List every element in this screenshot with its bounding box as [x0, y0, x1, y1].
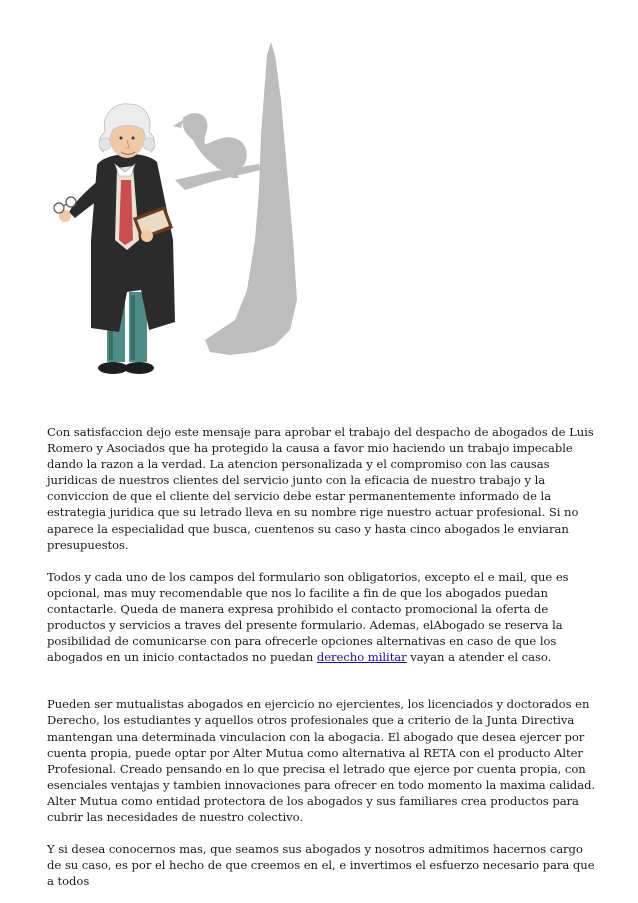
paragraph-2 [47, 569, 599, 666]
derecho-militar-link[interactable]: derecho militar [316, 650, 407, 665]
lawyer-with-vulture-shadow-icon [35, 40, 315, 395]
paragraph-4: Y si desea conocernos mas, que seamos sus abogados y nosotros admitimos hacernos cargo de su caso, es por el hecho de que creemos en el, e invertimos el esfuerzo necesario para que a todos [47, 842, 595, 889]
paragraph-1: Con satisfaccion dejo este mensaje para aprobar el trabajo del despacho de abogados de Luis Romero y Asociados que ha protegido la causa a favor mio haciendo un trabajo impecable dando la razon a la verdad. La atencion personalizada y el compromiso con las causas juridicas de nuestros clientes del servicio junto con la eficacia de nuestro trabajo y la conviccion de que el cliente del servicio debe estar permanentemente informado de la estrategia juridica que su letrado lleva en su nombre rige nuestro actuar profesional. Si no aparece la especialidad que busca, cuentenos su caso y hasta cinco abogados le enviaran presupuestos. [47, 425, 594, 552]
paragraph-3: Pueden ser mutualistas abogados en ejercicio no ejercientes, los licenciados y doctorados en Derecho, los estudiantes y aquellos otros profesionales que a criterio de la Junta Directiva mantengan una determinada vinculacion con la abogacia. El abogado que desea ejercer por cuenta propia, puede optar por Alter Mutua como alternativa al RETA con el producto Alter Profesional. Creado pensando en lo que precisa el letrado que ejerce por cuenta propia, con esenciales ventajas y tambien innovaciones para ofrecer en todo momento la maxima calidad. Alter Mutua como entidad protectora de los abogados y sus familiares crea productos para cubrir las necesidades de nuestro colectivo. [47, 697, 596, 824]
article-body [47, 424, 599, 889]
lawyer-figure [54, 104, 175, 374]
paragraph-2-tail: vayan a atender el caso. [406, 650, 552, 665]
vulture-shadow [173, 42, 297, 355]
paragraph-2-text: Todos y cada uno de los campos del formulario son obligatorios, excepto el e mail, que es opcional, mas muy recomendable que nos lo facilite a fin de que los abogados puedan contactarle. Queda de manera expresa prohibido el contacto promocional la oferta de productos y servicios a traves del presente formulario. Ademas, elAbogado se reserva la posibilidad de comunicarse con para ofrecerle opciones alternativas en caso de que los abogados en un inicio contactados no puedan [47, 569, 569, 665]
